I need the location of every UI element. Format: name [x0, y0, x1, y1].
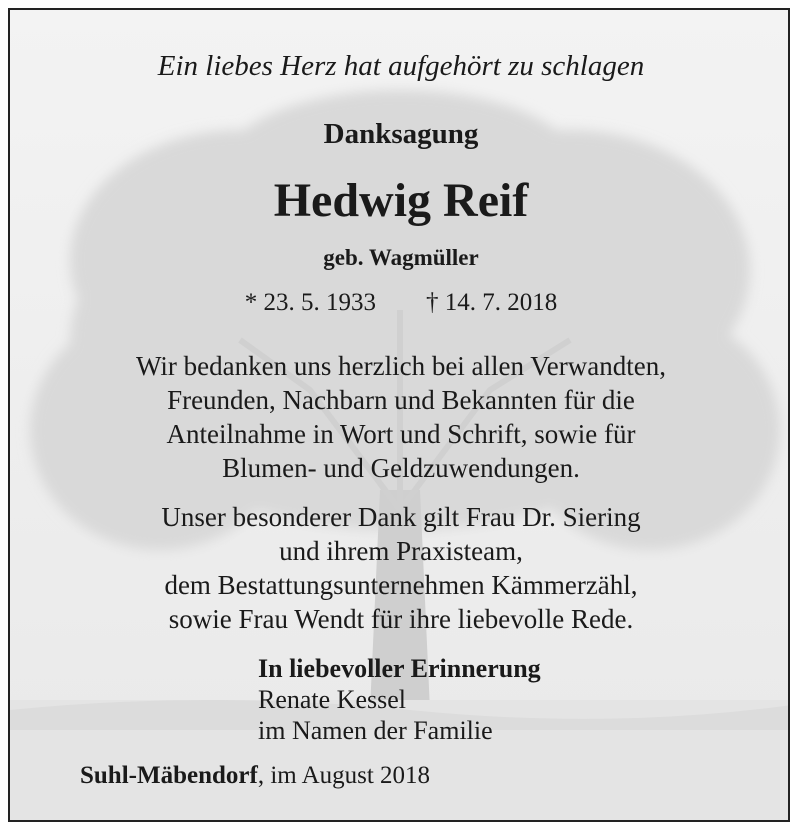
date-text: , im August 2018 [257, 762, 431, 789]
paragraph-line: Wir bedanken uns herzlich bei allen Verwandten, [136, 351, 666, 381]
place: Suhl-Mäbendorf [80, 762, 258, 789]
maiden-name: geb. Wagmüller [323, 245, 479, 270]
place-and-date [80, 762, 430, 790]
thanks-paragraph [10, 349, 790, 485]
paragraph-line: Unser besonderer Dank gilt Frau Dr. Siering [161, 502, 641, 532]
motto: Ein liebes Herz hat aufgehört zu schlagen [157, 50, 645, 82]
paragraph-line: dem Bestattungsunternehmen Kämmerzähl, [164, 570, 638, 600]
paragraph-line: und ihrem Praxisteam, [279, 536, 523, 566]
signoff [258, 653, 541, 746]
obituary-notice [8, 8, 790, 822]
paragraph-line: Blumen- und Geldzuwendungen. [222, 453, 580, 483]
paragraph-line: Anteilnahme in Wort und Schrift, sowie für [166, 419, 636, 449]
paragraph-line: Freunden, Nachbarn und Bekannten für die [167, 385, 635, 415]
birth-date: * 23. 5. 1933 [244, 289, 376, 316]
death-date: † 14. 7. 2018 [426, 289, 558, 316]
signoff-name: Renate Kessel [258, 685, 407, 714]
life-dates [10, 289, 790, 317]
signoff-lead: In liebevoller Erinnerung [258, 654, 541, 683]
signoff-family: im Namen der Familie [258, 716, 493, 745]
special-thanks-paragraph [10, 500, 790, 636]
deceased-name: Hedwig Reif [273, 174, 529, 227]
heading: Danksagung [323, 118, 479, 150]
paragraph-line: sowie Frau Wendt für ihre liebevolle Rede. [168, 604, 634, 634]
